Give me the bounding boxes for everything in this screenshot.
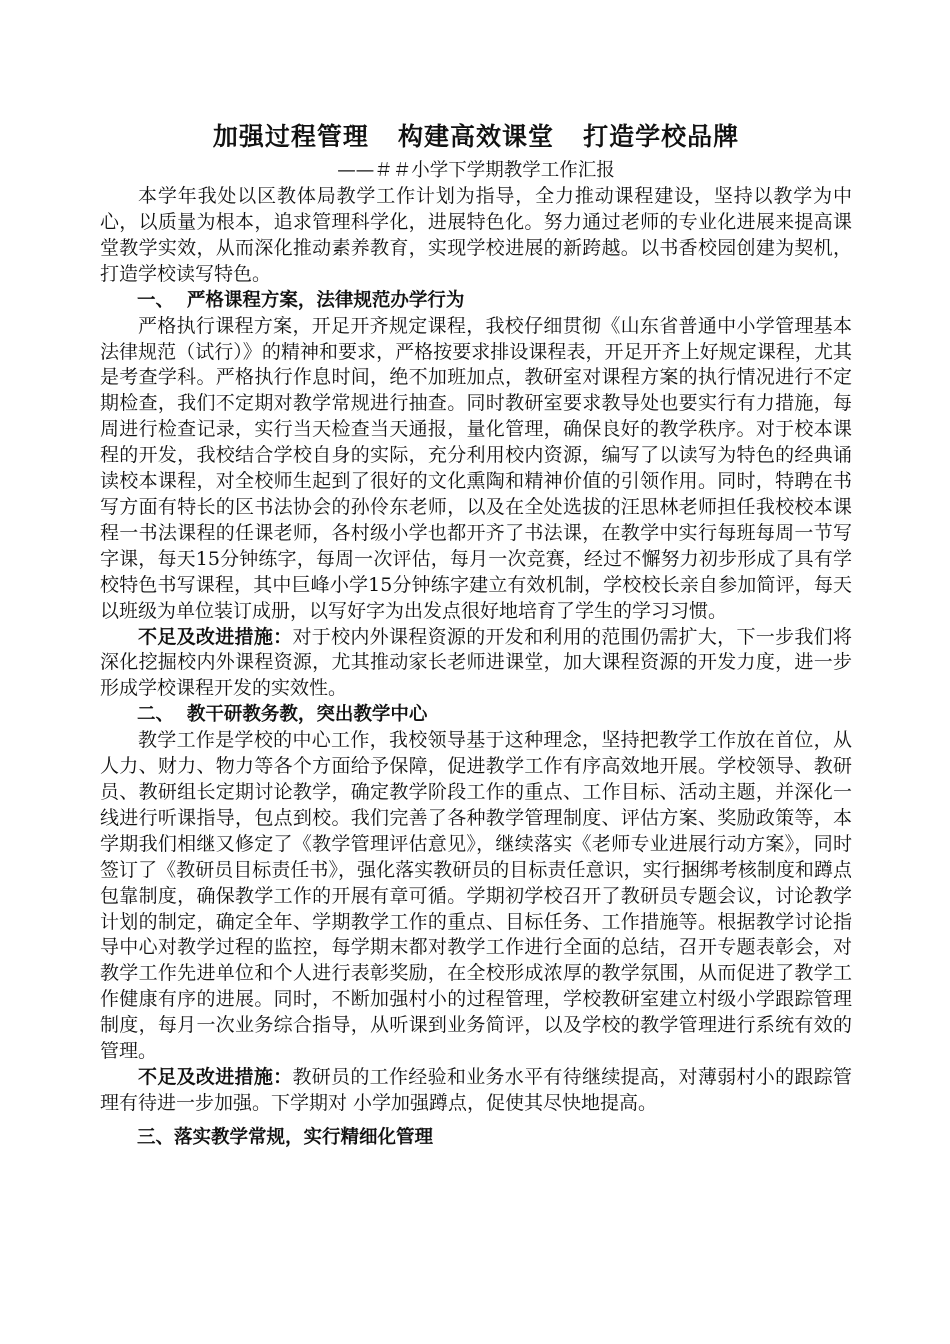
improvement-text: 对于校内外课程资源的开发和利用的范围仍需扩大，下一步我们将深化挖掘校内外课程资源，尤其推动家长老师进课堂，加大课程资源的开发力度，进一步形成学校课程开发的实效性。 [100, 625, 852, 700]
section-1-improvement [100, 625, 852, 703]
intro-paragraph: 本学年我处以区教体局教学工作计划为指导，全力推动课程建设，坚持以教学为中心，以质量为根本，追求管理科学化，进展特色化。努力通过老师的专业化进展来提高课堂教学实效，从而深化推动素养教育，实现学校进展的新跨越。以书香校园创建为契机，打造学校读写特色。 [100, 185, 852, 285]
improvement-text: 教研员的工作经验和业务水平有待继续提高，对薄弱村小的跟踪管理有待进一步加强。下学期对 小学加强蹲点，促使其尽快地提高。 [100, 1066, 852, 1114]
document-page [100, 118, 852, 1151]
section-2-improvement [100, 1065, 852, 1117]
section-3-heading: 三、落实教学常规，实行精细化管理 [137, 1126, 434, 1148]
document-subtitle: ——＃＃小学下学期教学工作汇报 [337, 160, 615, 181]
section-1-body: 严格执行课程方案，开足开齐规定课程，我校仔细贯彻《山东省普通中小学管理基本法律规范（试行）》的精神和要求，严格按要求排设课程表，开足开齐上好规定课程，尤其是考查学科。严格执行作息时间，绝不加班加点，教研室对课程方案的执行情况进行不定期检查，我们不定期对教学常规进行抽查。同时教研室要求教导处也要实行有力措施，每周进行检查记录，实行当天检查当天通报，量化管理，确保良好的教学秩序。对于校本课程的开发，我校结合学校自身的实际，充分利用校内资源，编写了以读写为特色的经典诵读校本课程，对全校师生起到了很好的文化熏陶和精神价值的引领作用。同时，特聘在书写方面有特长的区书法协会的孙伶东老师，以及在全处选拔的汪思林老师担任我校校本课程一书法课程的任课老师，各村级小学也都开齐了书法课，在教学中实行每班每周一节写字课，每天15分钟练字，每周一次评估，每月一次竞赛，经过不懈努力初步形成了具有学校特色书写课程，其中巨峰小学15分钟练字建立有效机制，学校校长亲自参加简评，每天以班级为单位装订成册，以写好字为出发点很好地培育了学生的学习习惯。 [100, 314, 852, 622]
section-2-heading: 二、 教干研教务教，突出教学中心 [137, 704, 428, 726]
document-title: 加强过程管理 构建高效课堂 打造学校品牌 [212, 122, 740, 151]
improvement-label: 不足及改进措施： [138, 625, 293, 648]
section-1-heading: 一、 严格课程方案，法律规范办学行为 [137, 289, 465, 311]
improvement-label: 不足及改进措施： [138, 1066, 293, 1088]
section-2-body: 教学工作是学校的中心工作，我校领导基于这种理念，坚持把教学工作放在首位，从人力、财力、物力等各个方面给予保障，促进教学工作有序高效地开展。学校领导、教研员、教研组长定期讨论教学，确定教学阶段工作的重点、工作目标、活动主题，并深化一线进行听课指导，包点到校。我们完善了各种教学管理制度、评估方案、奖励政策等，本学期我们相继又修定了《教学管理评估意见》，继续落实《老师专业进展行动方案》，同时签订了《教研员目标责任书》，强化落实教研员的目标责任意识，实行捆绑考核制度和蹲点包靠制度，确保教学工作的开展有章可循。学期初学校召开了教研员专题会议，讨论教学计划的制定，确定全年、学期教学工作的重点、目标任务、工作措施等。根据教学讨论指导中心对教学过程的监控，每学期末都对教学工作进行全面的总结，召开专题表彰会，对教学工作先进单位和个人进行表彰奖励，在全校形成浓厚的教学氛围，从而促进了教学工作健康有序的进展。同时，不断加强村小的过程管理，学校教研室建立村级小学跟踪管理制度，每月一次业务综合指导，从听课到业务简评，以及学校的教学管理进行系统有效的管理。 [100, 729, 852, 1063]
